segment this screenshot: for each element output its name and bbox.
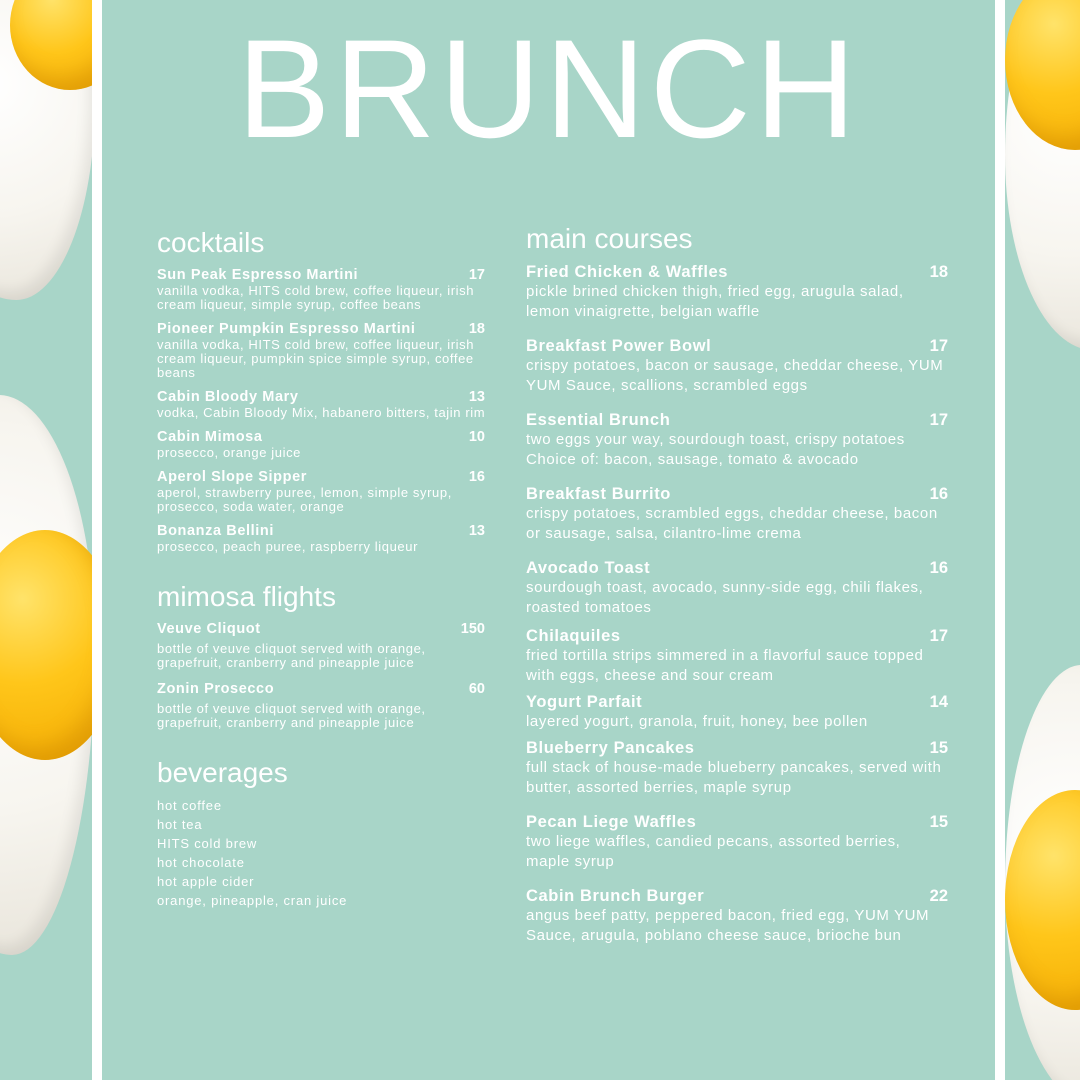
item-name: Pioneer Pumpkin Espresso Martini	[157, 321, 416, 337]
item-description: vanilla vodka, HITS cold brew, coffee liqueur, irish cream liqueur, pumpkin spice simple syrup, coffee beans	[157, 337, 475, 380]
menu-item	[526, 558, 948, 618]
section-heading-beverages: beverages	[157, 757, 288, 788]
item-name: Cabin Bloody Mary	[157, 389, 299, 405]
page-title: BRUNCH	[237, 10, 860, 167]
menu-item	[526, 484, 948, 544]
item-description: vanilla vodka, HITS cold brew, coffee liqueur, irish cream liqueur, simple syrup, coffee beans	[157, 283, 475, 312]
item-price: 18	[468, 321, 485, 337]
menu-item	[526, 410, 948, 470]
menu-item	[157, 266, 487, 312]
item-price: 17	[929, 411, 948, 429]
menu-item	[157, 388, 487, 420]
menu-item	[526, 262, 948, 322]
item-price: 17	[929, 627, 948, 645]
item-price: 13	[468, 389, 485, 405]
item-price: 22	[929, 887, 948, 905]
menu-item	[157, 468, 487, 514]
item-price: 17	[468, 267, 485, 283]
item-name: Pecan Liege Waffles	[526, 813, 697, 831]
item-name: Essential Brunch	[526, 411, 671, 429]
item-price: 16	[468, 469, 485, 485]
menu-item	[157, 320, 487, 380]
item-name: Veuve Cliquot	[157, 621, 261, 637]
item-description: full stack of house-made blueberry pancakes, served with butter, assorted berries, maple syrup	[526, 759, 942, 796]
egg-photo-right	[1005, 0, 1080, 1080]
item-name: Yogurt Parfait	[526, 693, 643, 711]
item-description: crispy potatoes, scrambled eggs, cheddar cheese, bacon or sausage, salsa, cilantro-lime crema	[526, 505, 938, 542]
item-description: angus beef patty, peppered bacon, fried egg, YUM YUM Sauce, arugula, poblano cheese sauce, brioche bun	[526, 907, 930, 944]
menu-item	[157, 522, 487, 554]
menu-item	[526, 812, 948, 872]
item-price: 60	[468, 681, 485, 697]
item-price: 16	[929, 559, 948, 577]
menu-item	[157, 680, 487, 730]
item-name: Sun Peak Espresso Martini	[157, 267, 359, 283]
menu-item	[526, 692, 948, 732]
item-name: Bonanza Bellini	[157, 523, 274, 539]
item-price: 14	[929, 693, 948, 711]
item-price: 16	[929, 485, 948, 503]
item-price: 18	[929, 263, 948, 281]
item-name: Cabin Brunch Burger	[526, 887, 705, 905]
item-description: prosecco, peach puree, raspberry liqueur	[157, 539, 419, 554]
item-name: Blueberry Pancakes	[526, 739, 695, 757]
item-name: Breakfast Burrito	[526, 485, 671, 503]
item-description: prosecco, orange juice	[157, 445, 301, 460]
egg-photo-left	[0, 0, 92, 1080]
item-description: two liege waffles, candied pecans, assorted berries, maple syrup	[526, 833, 901, 870]
item-price: 13	[468, 523, 485, 539]
item-description: pickle brined chicken thigh, fried egg, arugula salad, lemon vinaigrette, belgian waffle	[526, 283, 904, 320]
item-name: Cabin Mimosa	[157, 429, 263, 445]
section-heading-main-courses: main courses	[526, 223, 693, 254]
item-description: bottle of veuve cliquot served with orange, grapefruit, cranberry and pineapple juice	[157, 641, 426, 670]
menu-item	[526, 336, 948, 396]
menu-item	[526, 626, 948, 686]
item-name: Chilaquiles	[526, 627, 621, 645]
item-name: Aperol Slope Sipper	[157, 469, 307, 485]
section-heading-mimosa-flights: mimosa flights	[157, 581, 336, 612]
item-price: 10	[468, 429, 485, 445]
border-right	[995, 0, 1005, 1080]
item-name: Zonin Prosecco	[157, 681, 275, 697]
beverage-item: hot apple cider	[157, 874, 255, 889]
item-description: aperol, strawberry puree, lemon, simple syrup, prosecco, soda water, orange	[157, 485, 452, 514]
border-left	[92, 0, 102, 1080]
beverage-item: hot chocolate	[157, 855, 245, 870]
item-description: layered yogurt, granola, fruit, honey, bee pollen	[526, 713, 868, 730]
left-column	[157, 226, 487, 910]
item-name: Fried Chicken & Waffles	[526, 263, 729, 281]
beverage-item: hot tea	[157, 817, 203, 832]
beverage-item: HITS cold brew	[157, 836, 258, 851]
beverage-item: orange, pineapple, cran juice	[157, 893, 348, 908]
item-name: Avocado Toast	[526, 559, 651, 577]
beverage-item: hot coffee	[157, 798, 222, 813]
item-name: Breakfast Power Bowl	[526, 337, 712, 355]
item-description: two eggs your way, sourdough toast, crispy potatoes Choice of: bacon, sausage, tomato & avocado	[526, 431, 905, 468]
menu-item	[526, 886, 948, 946]
item-description: bottle of veuve cliquot served with orange, grapefruit, cranberry and pineapple juice	[157, 701, 426, 730]
item-description: fried tortilla strips simmered in a flavorful sauce topped with eggs, cheese and sour cream	[526, 647, 924, 684]
item-price: 15	[929, 813, 948, 831]
menu-item	[526, 738, 948, 798]
right-column	[526, 222, 948, 946]
menu-panel	[102, 0, 995, 1080]
item-description: vodka, Cabin Bloody Mix, habanero bitters, tajin rim	[157, 405, 486, 420]
item-price: 15	[929, 739, 948, 757]
menu-item	[157, 428, 487, 460]
section-heading-cocktails: cocktails	[157, 227, 265, 258]
item-description: sourdough toast, avocado, sunny-side egg, chili flakes, roasted tomatoes	[526, 579, 924, 616]
item-price: 17	[929, 337, 948, 355]
item-price: 150	[460, 621, 485, 637]
item-description: crispy potatoes, bacon or sausage, cheddar cheese, YUM YUM Sauce, scallions, scrambled eggs	[526, 357, 944, 394]
menu-item	[157, 620, 487, 670]
